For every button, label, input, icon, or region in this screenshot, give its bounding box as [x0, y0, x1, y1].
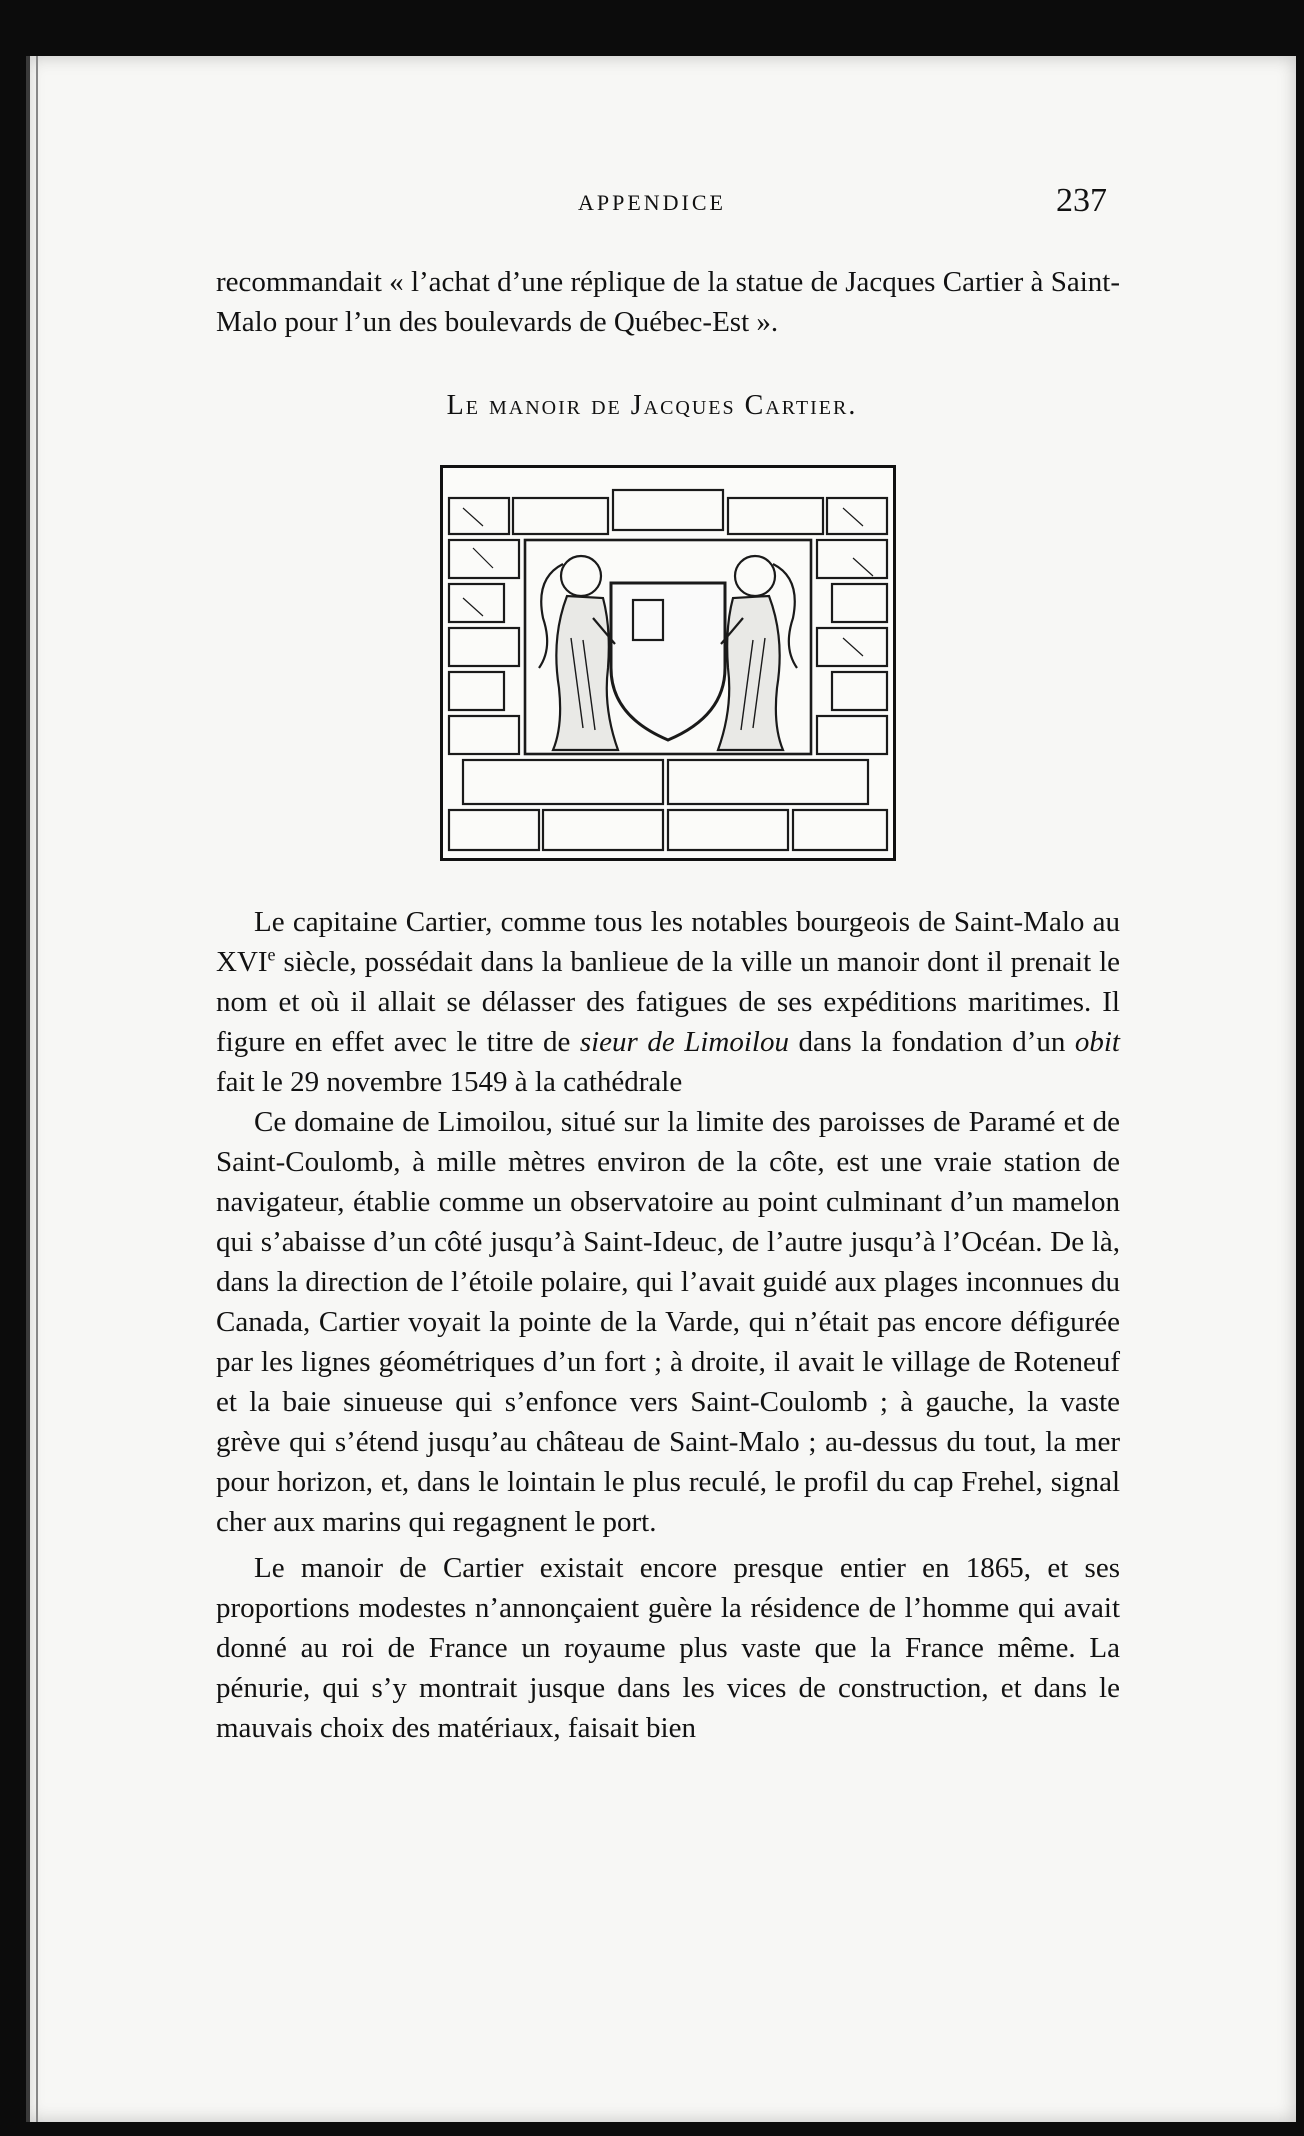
binding-line — [36, 56, 38, 2122]
p1-part1: Le capitaine Cartier, comme tous les notables bourgeois de Saint-Malo au XVI — [216, 906, 1120, 978]
page-number: 237 — [1056, 182, 1107, 219]
p1-part2: siècle, possédait dans la banlieue de la ville un manoir dont il prenait le nom et où il allait se délasser des fatigues de ses expéditions maritimes. Il figure en effet avec le titre de — [216, 946, 1120, 1058]
body-text — [216, 902, 1120, 1748]
p1-part3: dans la fondation d’un — [788, 1026, 1075, 1058]
p1-part4: fait le 29 novembre 1549 à la cathédrale — [216, 1066, 683, 1098]
shield-angels-engraving — [443, 468, 893, 858]
paragraph-2: Ce domaine de Limoilou, situé sur la limite des paroisses de Paramé et de Saint-Coulomb, à mille mètres environ de la côte, est une vraie station de navigateur, établie comme un observatoire au point culminant d’un mamelon qui s’abaisse d’un côté jusqu’à Saint-Ideuc, de l’autre jusqu’à l’Océan. De là, dans la direction de l’étoile polaire, qui l’avait guidé aux plages inconnues du Canada, Cartier voyait la pointe de la Varde, qui n’était pas encore défigurée par les lignes géométriques d’un fort ; à droite, il avait le village de Roteneuf et la baie sinueuse qui s’enfonce vers Saint-Coulomb ; à gauche, la vaste grève qui s’étend jusqu’au château de Saint-Malo ; au-dessus du tout, la mer pour horizon, et, dans le lointain le plus reculé, le profil du cap Frehel, signal cher aux marins qui regagnent le port. — [216, 1106, 1120, 1538]
paragraph-3: Le manoir de Cartier existait encore presque entier en 1865, et ses proportions modestes n’annonçaient guère la résidence de l’homme qui avait donné au roi de France un royaume plus vaste que la France même. La pénurie, qui s’y montrait jusque dans les vices de construction, et dans le mauvais choix des matériaux, faisait bien — [216, 1552, 1120, 1744]
p1-superscript: e — [267, 944, 276, 965]
p1-italic-obit: obit — [1074, 1026, 1120, 1058]
manor-shield-illustration — [440, 465, 896, 861]
section-heading: Le manoir de Jacques Cartier. — [446, 390, 858, 421]
p1-italic-title: sieur de Limoilou — [579, 1026, 789, 1058]
running-head: APPENDICE — [577, 190, 726, 215]
opening-text — [216, 262, 1120, 342]
paragraph-1 — [216, 902, 1120, 1102]
binding-shadow — [26, 56, 30, 2122]
opening-paragraph: recommandait « l’achat d’une réplique de la statue de Jacques Cartier à Saint-Malo pour l’un des boulevards de Québec-Est ». — [216, 266, 1120, 338]
